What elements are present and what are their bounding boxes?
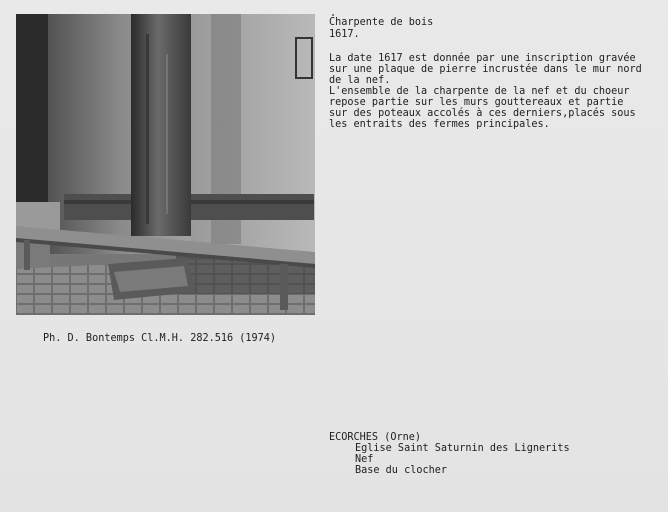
- description-line-3: de la nef.: [329, 75, 391, 86]
- location-part: Nef: [355, 454, 374, 465]
- location-detail: Base du clocher: [355, 465, 448, 476]
- location-commune: ECORCHES (Orne): [329, 432, 422, 443]
- description-line-6: sur des poteaux accolés à ces derniers,placés sous: [329, 108, 636, 119]
- record-title: Charpente de bois: [329, 17, 434, 28]
- photo-credit: Ph. D. Bontemps Cl.M.H. 282.516 (1974): [43, 333, 277, 344]
- record-date: 1617.: [329, 29, 360, 40]
- description-line-7: les entraits des fermes principales.: [329, 119, 550, 130]
- wooden-post-photo: [16, 14, 315, 315]
- location-church: Eglise Saint Saturnin des Lignerits: [355, 443, 570, 454]
- description-line-1: La date 1617 est donnée par une inscription gravée: [329, 53, 636, 64]
- description-line-4: L'ensemble de la charpente de la nef et du choeur: [329, 86, 630, 97]
- description-line-2: sur une plaque de pierre incrustée dans le mur nord: [329, 64, 642, 75]
- photograph: [16, 14, 315, 315]
- description-line-5: repose partie sur les murs gouttereaux et partie: [329, 97, 624, 108]
- bullet-mark: [332, 14, 334, 16]
